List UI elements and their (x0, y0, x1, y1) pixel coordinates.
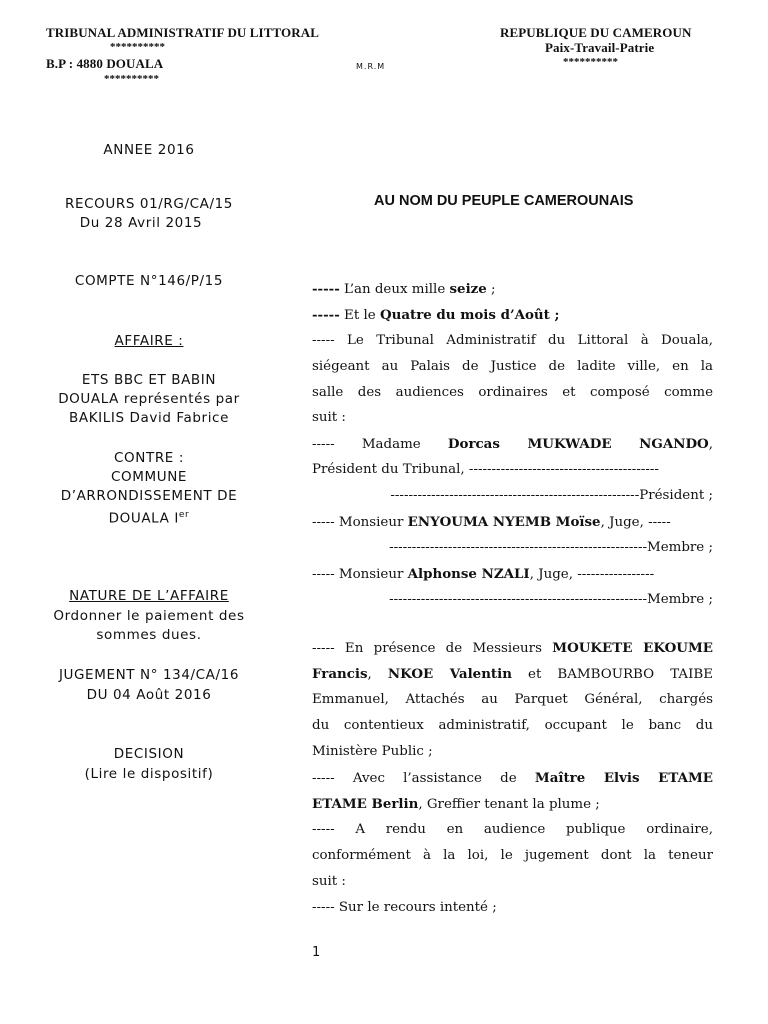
bold-text: MOUKETE EKOUME (552, 640, 713, 656)
body-line: Emmanuel, Attachés au Parquet Général, chargés (312, 692, 713, 707)
body-line: siégeant au Palais de Justice de ladite ville, en la (312, 359, 713, 374)
body-line (312, 666, 713, 682)
body-line: suit : (312, 410, 346, 425)
tribunal-name: TRIBUNAL ADMINISTRATIF DU LITTORAL (46, 25, 319, 40)
nature-line: sommes dues. (96, 627, 202, 643)
text: ----- Madame (312, 437, 448, 452)
body-line: Ministère Public ; (312, 744, 433, 759)
recours-date: Du 28 Avril 2015 (79, 215, 203, 231)
republic-name: REPUBLIQUE DU CAMEROUN (500, 25, 692, 40)
body-line: du contentieux administratif, occupant le banc du (312, 718, 713, 733)
text: , Juge, ----------------- (529, 567, 655, 582)
parties-line: DOUALA représentés par (58, 391, 240, 407)
compte-number: COMPTE N°146/P/15 (74, 273, 224, 289)
affaire-label (38, 332, 260, 351)
bold-text: Francis (312, 666, 368, 682)
body-line: ----- Le Tribunal Administratif du Littoral à Douala, (312, 333, 713, 348)
nature-label (38, 587, 260, 606)
contre-line (38, 506, 260, 529)
body-line: conformément à la loi, le jugement dont la teneur (312, 848, 713, 863)
body-line (312, 770, 713, 786)
contre-line-text: DOUALA I (108, 510, 179, 527)
separator-stars: ********** (110, 41, 165, 53)
year: ANNEE 2016 (103, 142, 195, 158)
bold-text: ETAME Berlin (312, 796, 419, 812)
body-line: suit : (312, 874, 346, 889)
text: , Greffier tenant la plume ; (418, 797, 600, 812)
national-motto: Paix-Travail-Patrie (545, 40, 655, 55)
text: , (367, 667, 388, 682)
separator-stars: ********** (563, 56, 618, 68)
contre-line: D’ARRONDISSEMENT DE (60, 488, 238, 504)
dash: ----- (312, 281, 340, 297)
body-line (312, 514, 713, 530)
bold-text: ENYOUMA NYEMB Moïse (407, 514, 601, 530)
body-line: salle des audiences ordinaires et composé comme (312, 385, 713, 400)
text: ----- En présence de Messieurs (312, 641, 553, 656)
separator-stars: ********** (104, 73, 159, 85)
body-line (312, 566, 713, 582)
body-line: ---------------------------------------------------------Membre ; (389, 592, 713, 607)
text: ----- Monsieur (312, 515, 408, 530)
affaire-label-text: AFFAIRE : (114, 333, 184, 349)
text: ; (486, 282, 496, 297)
dash: ----- (312, 307, 340, 323)
text: ----- Avec l’assistance de (312, 771, 535, 786)
nature-line: Ordonner le paiement des (53, 608, 245, 624)
decision-note: (Lire le dispositif) (84, 766, 214, 782)
page-number: 1 (312, 945, 321, 960)
bold-text: seize (449, 281, 487, 297)
decision-label: DECISION (113, 746, 185, 762)
body-line: ---------------------------------------------------------Membre ; (389, 540, 713, 555)
body-line (312, 796, 713, 812)
text: ----- Monsieur (312, 567, 408, 582)
body-line (312, 307, 713, 323)
text: L’an deux mille (339, 282, 450, 297)
parties-line: ETS BBC ET BABIN (81, 372, 217, 388)
body-line: ----- A rendu en audience publique ordinaire, (312, 822, 713, 837)
body-line (312, 436, 713, 452)
parties-line: BAKILIS David Fabrice (69, 410, 229, 426)
body-line: Président du Tribunal, ------------------------------------------ (312, 462, 659, 477)
contre-line: COMMUNE (110, 469, 188, 485)
postal-address: B.P : 4880 DOUALA (46, 56, 164, 71)
bold-text: Dorcas MUKWADE NGANDO (447, 436, 709, 452)
bold-text: Alphonse NZALI (407, 566, 530, 582)
bold-text: NKOE Valentin (387, 666, 512, 682)
text: , (708, 437, 713, 452)
body-line (312, 281, 713, 297)
text: , Juge, ----- (600, 515, 671, 530)
jugement-date: DU 04 Août 2016 (86, 687, 212, 703)
body-line: -------------------------------------------------------Président ; (390, 488, 713, 503)
bold-text: Maître Elvis ETAME (534, 770, 713, 786)
jugement-number: JUGEMENT N° 134/CA/16 (58, 667, 240, 683)
contre-label: CONTRE : (114, 450, 184, 466)
page-title: AU NOM DU PEUPLE CAMEROUNAIS (374, 193, 634, 209)
superscript: er (178, 510, 190, 520)
bold-text: Quatre du mois d’Août ; (379, 307, 560, 323)
recours-number: RECOURS 01/RG/CA/15 (65, 196, 233, 212)
body-line: ----- Sur le recours intenté ; (312, 900, 497, 915)
text: Et le (339, 308, 380, 323)
text: et BAMBOURBO TAIBE (511, 667, 713, 682)
mrm-mark: M.R.M (356, 62, 386, 71)
body-line (312, 640, 713, 656)
nature-label-text: NATURE DE L’AFFAIRE (69, 588, 229, 604)
